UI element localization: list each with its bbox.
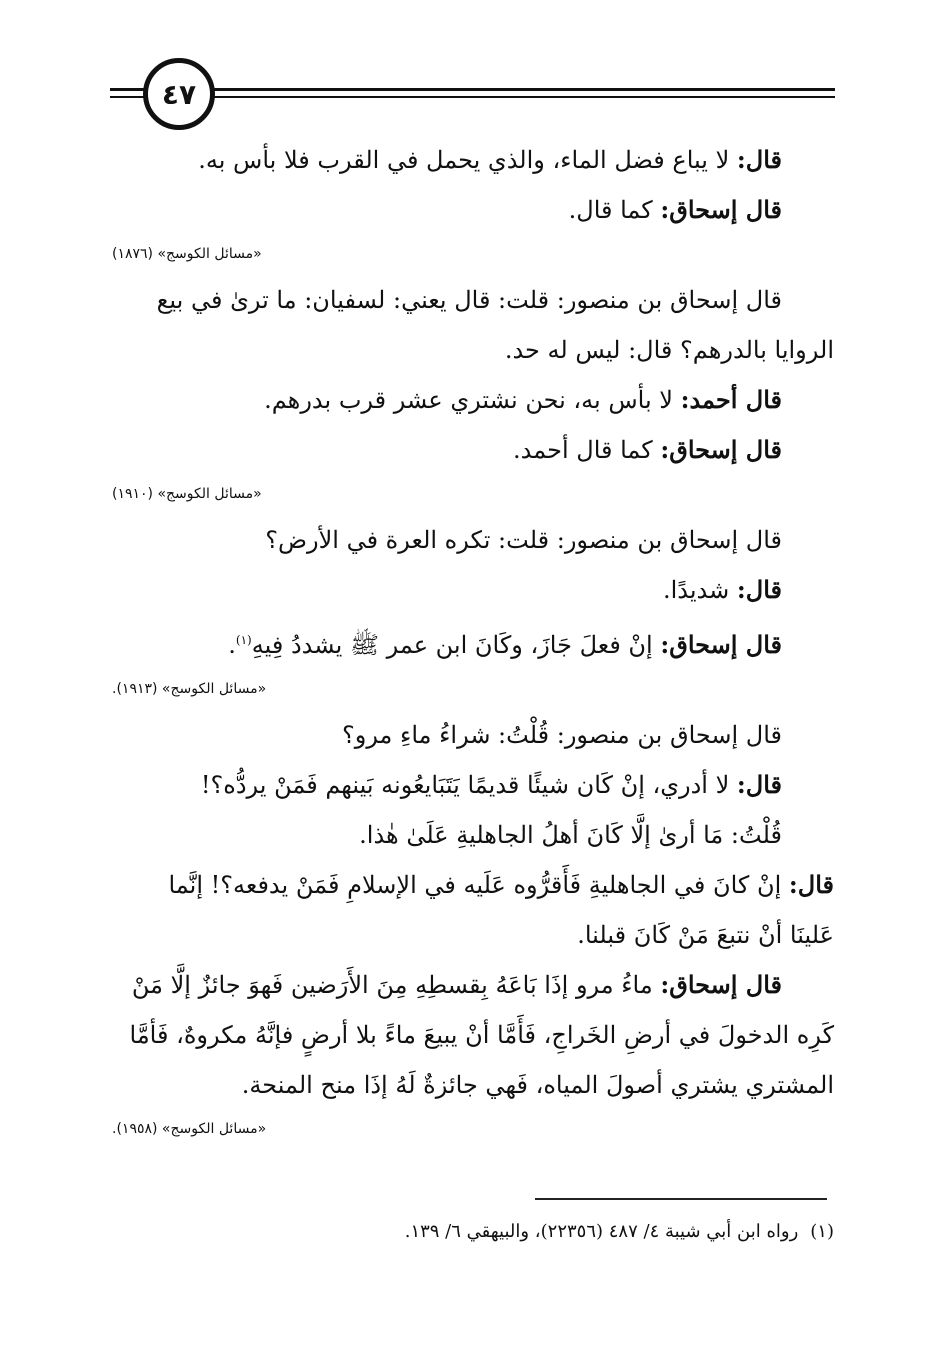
header-rule [110, 88, 835, 91]
speaker-label: قال: [736, 575, 782, 604]
line-text: كما قال. [568, 196, 661, 224]
footnote-text: رواه ابن أبي شيبة ٤/ ٤٨٧ (٢٢٣٥٦)، والبيهقي ٦/ ١٣٩. [404, 1221, 799, 1242]
text-line [112, 1060, 834, 1110]
text-line [112, 375, 834, 425]
source-reference [112, 1112, 834, 1146]
text-line [112, 760, 834, 810]
line-text: كَرِه الدخولَ في أرضِ الخَراجِ، فَأَمَّا أنْ يبيعَ ماءً بلا أرضٍ فإنَّهُ مكروهٌ، فَأمَّا [129, 1021, 834, 1049]
source-reference-text: «مسائل الكوسج» (١٩٥٨). [112, 1121, 267, 1137]
text-line [112, 615, 834, 670]
text-line [112, 1010, 834, 1060]
line-text: لا أدري، إنْ كَان شيئًا قديمًا يَتَبَايعُونه بَينهم فَمَنْ يردُّه؟! [200, 771, 737, 799]
footnote [112, 1215, 834, 1249]
source-reference [112, 477, 834, 511]
source-reference [112, 237, 834, 271]
text-line [112, 960, 834, 1010]
source-reference-text: «مسائل الكوسج» (١٨٧٦) [112, 246, 262, 262]
text-line [112, 185, 834, 235]
speaker-label: قال إسحاق: [660, 970, 782, 999]
line-text: قال إسحاق بن منصور: قلت: تكره العرة في الأرض؟ [265, 526, 782, 554]
text-line [112, 275, 834, 325]
footnote-separator [535, 1198, 827, 1200]
source-reference [112, 672, 834, 706]
line-text: شديدًا. [662, 576, 737, 604]
speaker-label: قال: [788, 870, 834, 899]
line-text: ماءُ مرو إذَا بَاعَهُ بِقسطِهِ مِنَ الأَرَضين فَهوَ جائزٌ إلَّا مَنْ [131, 971, 661, 999]
line-text: قُلْتُ: مَا أرىٰ إلَّا كَانَ أهلُ الجاهليةِ عَلَىٰ هٰذا. [359, 821, 782, 849]
speaker-label: قال: [736, 145, 782, 174]
line-text: قال إسحاق بن منصور: قُلْتُ: شراءُ ماءِ مرو؟ [341, 721, 782, 749]
header-rule-thin [110, 96, 835, 98]
line-text: الروايا بالدرهم؟ قال: ليس له حد. [504, 336, 834, 364]
line-text: قال إسحاق بن منصور: قلت: قال يعني: لسفيان: ما ترىٰ في بيع [156, 286, 782, 314]
text-line [112, 810, 834, 860]
source-reference-text: «مسائل الكوسج» (١٩١٣). [112, 681, 267, 697]
line-punctuation: . [228, 631, 236, 659]
page-number: ٤٧ [143, 58, 215, 130]
footnote-number: (١) [810, 1221, 834, 1242]
footnote-marker: (١) [235, 633, 252, 647]
speaker-label: قال أحمد: [680, 385, 782, 414]
text-line [112, 860, 834, 910]
speaker-label: قال إسحاق: [660, 195, 782, 224]
speaker-label: قال: [736, 770, 782, 799]
line-text: إنْ فعلَ جَازَ، وكَانَ ابن عمر ﷺ يشددُ فِيهِ [251, 631, 661, 659]
line-text: إنْ كانَ في الجاهليةِ فَأَقرُّوه عَلَيه في الإسلامِ فَمَنْ يدفعه؟! إنَّما [168, 871, 789, 899]
line-text: كما قال أحمد. [513, 436, 661, 464]
speaker-label: قال إسحاق: [660, 435, 782, 464]
text-line [112, 710, 834, 760]
text-line [112, 910, 834, 960]
text-line [112, 135, 834, 185]
page-header [0, 0, 952, 140]
line-text: عَلينَا أنْ نتبعَ مَنْ كَانَ قبلنا. [577, 921, 834, 949]
speaker-label: قال إسحاق: [660, 630, 782, 659]
text-line [112, 325, 834, 375]
page-body [112, 135, 834, 1150]
line-text: لا يباع فضل الماء، والذي يحمل في القرب فلا بأس به. [198, 146, 737, 174]
text-line [112, 515, 834, 565]
text-line [112, 425, 834, 475]
line-text: لا بأس به، نحن نشتري عشر قرب بدرهم. [264, 386, 681, 414]
line-text: المشتري يشتري أصولَ المياه، فَهي جائزةٌ لَهُ إذَا منح المنحة. [241, 1071, 834, 1099]
text-line [112, 565, 834, 615]
source-reference-text: «مسائل الكوسج» (١٩١٠) [112, 486, 262, 502]
